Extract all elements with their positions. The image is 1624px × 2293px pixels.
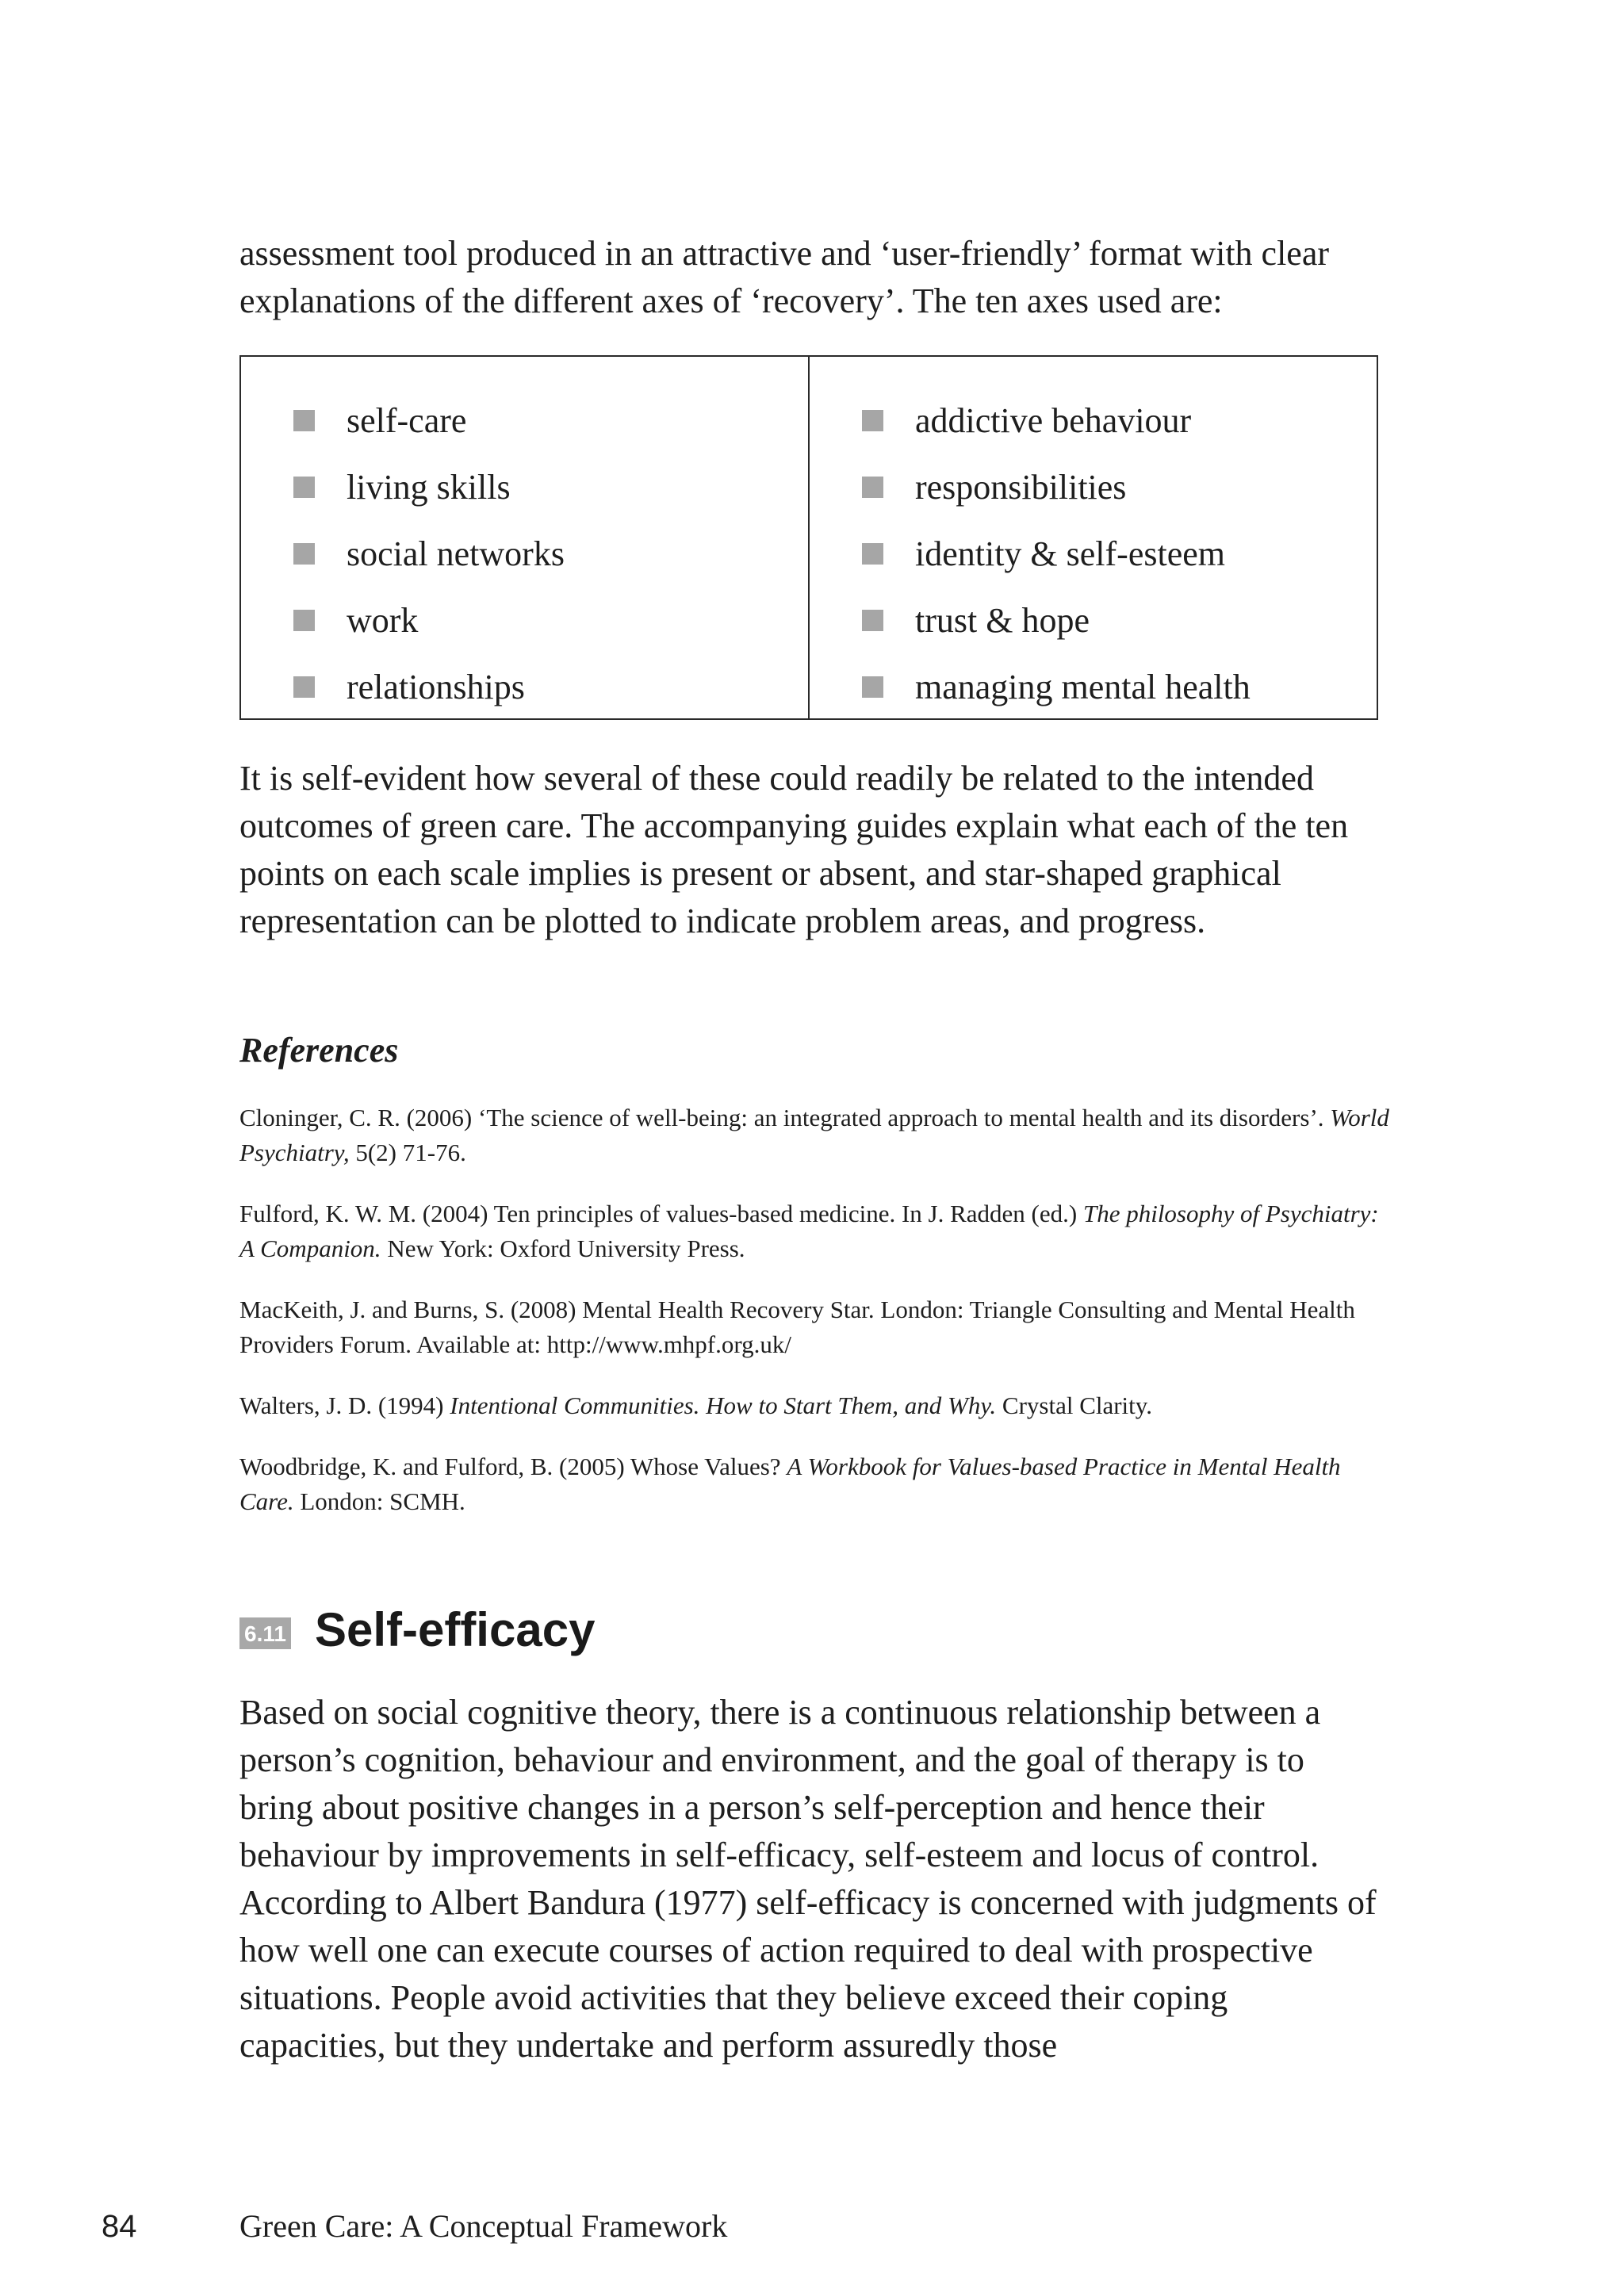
section-number-badge: 6.11 [239, 1617, 291, 1649]
intro-paragraph: assessment tool produced in an attractive and ‘user-friendly’ format with clear explanations of the different axes of ‘recovery’. The ten axes used are: [239, 234, 1330, 320]
axis-item [862, 520, 1377, 587]
reference-entry [239, 1449, 1389, 1519]
axis-label: trust & hope [915, 600, 1090, 640]
axis-item [293, 653, 808, 720]
axis-item [862, 454, 1377, 520]
axes-column-right [808, 357, 1377, 718]
axis-label: relationships [347, 667, 525, 706]
axis-label: work [347, 600, 419, 640]
square-bullet-icon [293, 543, 315, 565]
axis-label: self-care [347, 400, 467, 440]
axis-item [862, 653, 1377, 720]
square-bullet-icon [293, 610, 315, 631]
section-body-paragraph: Based on social cognitive theory, there is a continuous relationship between a person’s cognition, behaviour and environment, and the goal of therapy is to bring about positive changes in a person’s self-perception and hence their behaviour by improvements in self-efficacy, self-esteem and locus of control. According to Albert Bandura (1977) self-efficacy is concerned with judgments of how well one can execute courses of action required to deal with prospective situations. People avoid activities that they believe exceed their coping capacities, but they undertake and perform assuredly those [239, 1693, 1377, 2065]
reference-text: MacKeith, J. and Burns, S. (2008) Mental Health Recovery Star. London: Triangle Consulting and Mental Health Providers Forum. Available at: http://www.mhpf.org.uk/ [239, 1296, 1355, 1358]
reference-title: A Workbook for Values-based Practice in Mental Health Care. [239, 1453, 1341, 1515]
reference-title: World Psychiatry, [239, 1104, 1389, 1166]
axis-item [862, 387, 1377, 454]
page-number: 84 [102, 2209, 137, 2244]
reference-text: Cloninger, C. R. (2006) ‘The science of well-being: an integrated approach to mental health and its disorders’. [239, 1104, 1331, 1131]
square-bullet-icon [862, 676, 883, 698]
square-bullet-icon [862, 543, 883, 565]
reference-text: Fulford, K. W. M. (2004) Ten principles of values-based medicine. In J. Radden (ed.) [239, 1200, 1083, 1227]
square-bullet-icon [293, 410, 315, 431]
reference-entry [239, 1101, 1389, 1170]
running-title: Green Care: A Conceptual Framework [239, 2208, 728, 2244]
reference-entry [239, 1292, 1389, 1362]
axis-label: responsibilities [915, 467, 1127, 507]
references-list [239, 1101, 1389, 1545]
square-bullet-icon [862, 477, 883, 498]
square-bullet-icon [293, 477, 315, 498]
axis-label: addictive behaviour [915, 400, 1192, 440]
axis-item [293, 520, 808, 587]
axis-label: living skills [347, 467, 511, 507]
axis-item [293, 454, 808, 520]
reference-entry [239, 1388, 1389, 1423]
axes-column-left [241, 357, 808, 718]
square-bullet-icon [862, 410, 883, 431]
axis-label: managing mental health [915, 667, 1251, 706]
reference-title: Intentional Communities. How to Start Them, and Why. [450, 1391, 997, 1419]
axis-item [293, 387, 808, 454]
reference-entry [239, 1196, 1389, 1266]
references-heading: References [239, 1031, 399, 1070]
reference-text: 5(2) 71-76. [349, 1139, 466, 1166]
reference-text: New York: Oxford University Press. [381, 1235, 745, 1262]
reference-text: Woodbridge, K. and Fulford, B. (2005) Whose Values? [239, 1453, 787, 1480]
reference-text: Walters, J. D. (1994) [239, 1391, 450, 1419]
reference-text: London: SCMH. [293, 1487, 465, 1515]
section-title: Self-efficacy [314, 1603, 596, 1656]
axis-item [862, 587, 1377, 653]
section-heading [239, 1602, 595, 1659]
axis-item [293, 587, 808, 653]
recovery-axes-box [239, 355, 1378, 720]
reference-text: Crystal Clarity. [996, 1391, 1153, 1419]
reference-title: The philosophy of Psychiatry: A Companion. [239, 1200, 1379, 1262]
body-paragraph: It is self-evident how several of these could readily be related to the intended outcomes of green care. The accompanying guides explain what each of the ten points on each scale implies is present or absent, and star-shaped graphical representation can be plotted to indicate problem areas, and progress. [239, 759, 1349, 940]
axis-label: identity & self-esteem [915, 534, 1225, 573]
axis-label: social networks [347, 534, 565, 573]
square-bullet-icon [293, 676, 315, 698]
square-bullet-icon [862, 610, 883, 631]
